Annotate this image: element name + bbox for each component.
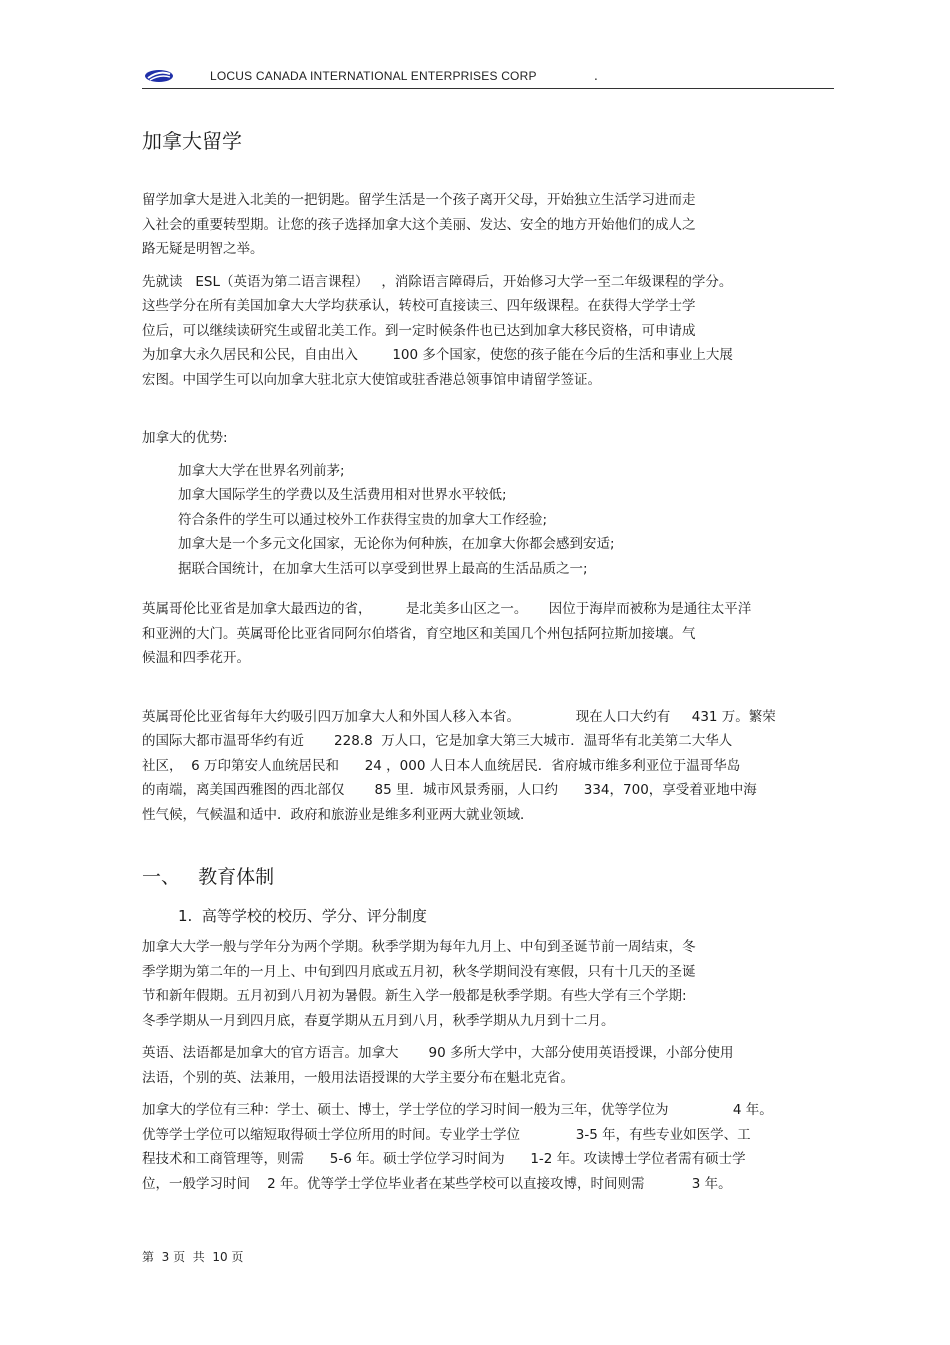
population-paragraph	[142, 705, 842, 828]
text-line: 英语、法语都是加拿大的官方语言。加拿大 90 多所大学中，大部分使用英语授课，小部分使用	[142, 1045, 734, 1061]
text-line: 季学期为第二年的一月上、中旬到四月底或五月初，秋冬学期间没有寒假，只有十几天的圣诞	[142, 963, 696, 980]
text-line: 位后，可以继续读研究生或留北美工作。到一定时候条件也已达到加拿大移民资格，可申请成	[142, 322, 696, 339]
text-line: 这些学分在所有美国加拿大大学均获承认，转校可直接读三、四年级课程。在获得大学学士学	[142, 298, 696, 314]
esl-paragraph	[142, 270, 842, 393]
text-line: 的南端，离美国西雅图的西北部仅 85 里．城市风景秀丽，人口约 334，700，享受着亚地中海	[142, 782, 757, 798]
list-item: 符合条件的学生可以通过校外工作获得宝贵的加拿大工作经验;	[178, 511, 548, 528]
list-item: 加拿大国际学生的学费以及生活费用相对世界水平较低;	[178, 487, 507, 503]
text-line: 路无疑是明智之举。	[142, 241, 264, 257]
text-line: 候温和四季花开。	[142, 650, 250, 666]
degrees-paragraph	[142, 1098, 842, 1196]
text-line: 法语，个别的英、法兼用，一般用法语授课的大学主要分布在魁北克省。	[142, 1069, 574, 1086]
list-item: 加拿大大学在世界名列前茅;	[178, 462, 345, 479]
languages-paragraph	[142, 1041, 842, 1090]
text-line: 留学加拿大是进入北美的一把钥匙。留学生活是一个孩子离开父母，开始独立生活学习进而走	[142, 192, 696, 208]
list-item: 据联合国统计，在加拿大生活可以享受到世界上最高的生活品质之一;	[178, 560, 588, 577]
company-name: LOCUS CANADA INTERNATIONAL ENTERPRISES CORP	[210, 69, 537, 83]
text-line: 冬季学期从一月到四月底，春夏学期从五月到八月，秋季学期从九月到十二月。	[142, 1012, 615, 1029]
advantages-list	[142, 459, 842, 582]
bc-paragraph	[142, 597, 842, 671]
text-line: 入社会的重要转型期。让您的孩子选择加拿大这个美丽、发达、安全的地方开始他们的成人之	[142, 216, 696, 233]
locus-logo-icon	[144, 69, 174, 83]
text-line: 英属哥伦比亚省是加拿大最西边的省， 是北美多山区之一。 因位于海岸而被称为是通往太平洋	[142, 601, 752, 617]
text-line: 和亚洲的大门。英属哥伦比亚省同阿尔伯塔省，育空地区和美国几个州包括阿拉斯加接壤。气	[142, 625, 696, 642]
text-line: 先就读 ESL（英语为第二语言课程） ，消除语言障碍后，开始修习大学一至二年级课程的学分。	[142, 273, 733, 290]
header-dot: .	[594, 69, 598, 83]
text-line: 节和新年假期。五月初到八月初为暑假。新生入学一般都是秋季学期。有些大学有三个学期:	[142, 988, 687, 1004]
terms-paragraph	[142, 935, 842, 1033]
subsection-heading: 1. 高等学校的校历、学分、评分制度	[178, 907, 427, 925]
text-line: 性气候，气候温和适中．政府和旅游业是维多利亚两大就业领域．	[142, 806, 534, 823]
advantages-title: 加拿大的优势:	[142, 430, 228, 446]
text-line: 加拿大大学一般与学年分为两个学期。秋季学期为每年九月上、中旬到圣诞节前一周结束，冬	[142, 939, 696, 955]
section-heading: 一、 教育体制	[142, 866, 275, 888]
text-line: 宏图。中国学生可以向加拿大驻北京大使馆或驻香港总领事馆申请留学签证。	[142, 371, 601, 388]
page-footer: 第 3 页 共 10 页	[142, 1250, 244, 1264]
page-title: 加拿大留学	[142, 129, 242, 153]
text-line: 社区， 6 万印第安人血统居民和 24 ，000 人日本人血统居民．省府城市维多利亚位于温哥华岛	[142, 757, 741, 774]
text-line: 位，一般学习时间 2 年。优等学士学位毕业者在某些学校可以直接攻博，时间则需 3 年。	[142, 1175, 732, 1192]
document-body	[142, 124, 842, 1196]
intro-paragraph	[142, 188, 842, 262]
text-line: 优等学士学位可以缩短取得硕士学位所用的时间。专业学士学位 3-5 年，有些专业如医学、工	[142, 1126, 751, 1143]
text-line: 加拿大的学位有三种：学士、硕士、博士，学士学位的学习时间一般为三年，优等学位为 4 年。	[142, 1102, 773, 1118]
text-line: 为加拿大永久居民和公民，自由出入 100 多个国家，使您的孩子能在今后的生活和事业上大展	[142, 347, 733, 363]
text-line: 英属哥伦比亚省每年大约吸引四万加拿大人和外国人移入本省。 现在人口大约有 431 万。繁荣	[142, 708, 776, 725]
text-line: 程技术和工商管理等，则需 5-6 年。硕士学位学习时间为 1-2 年。攻读博士学位者需有硕士学	[142, 1151, 746, 1167]
page-header	[142, 66, 834, 89]
list-item: 加拿大是一个多元文化国家，无论你为何种族，在加拿大你都会感到安适;	[178, 536, 615, 552]
text-line: 的国际大都市温哥华约有近 228.8 万人口，它是加拿大第三大城市．温哥华有北美第二大华人	[142, 733, 733, 749]
